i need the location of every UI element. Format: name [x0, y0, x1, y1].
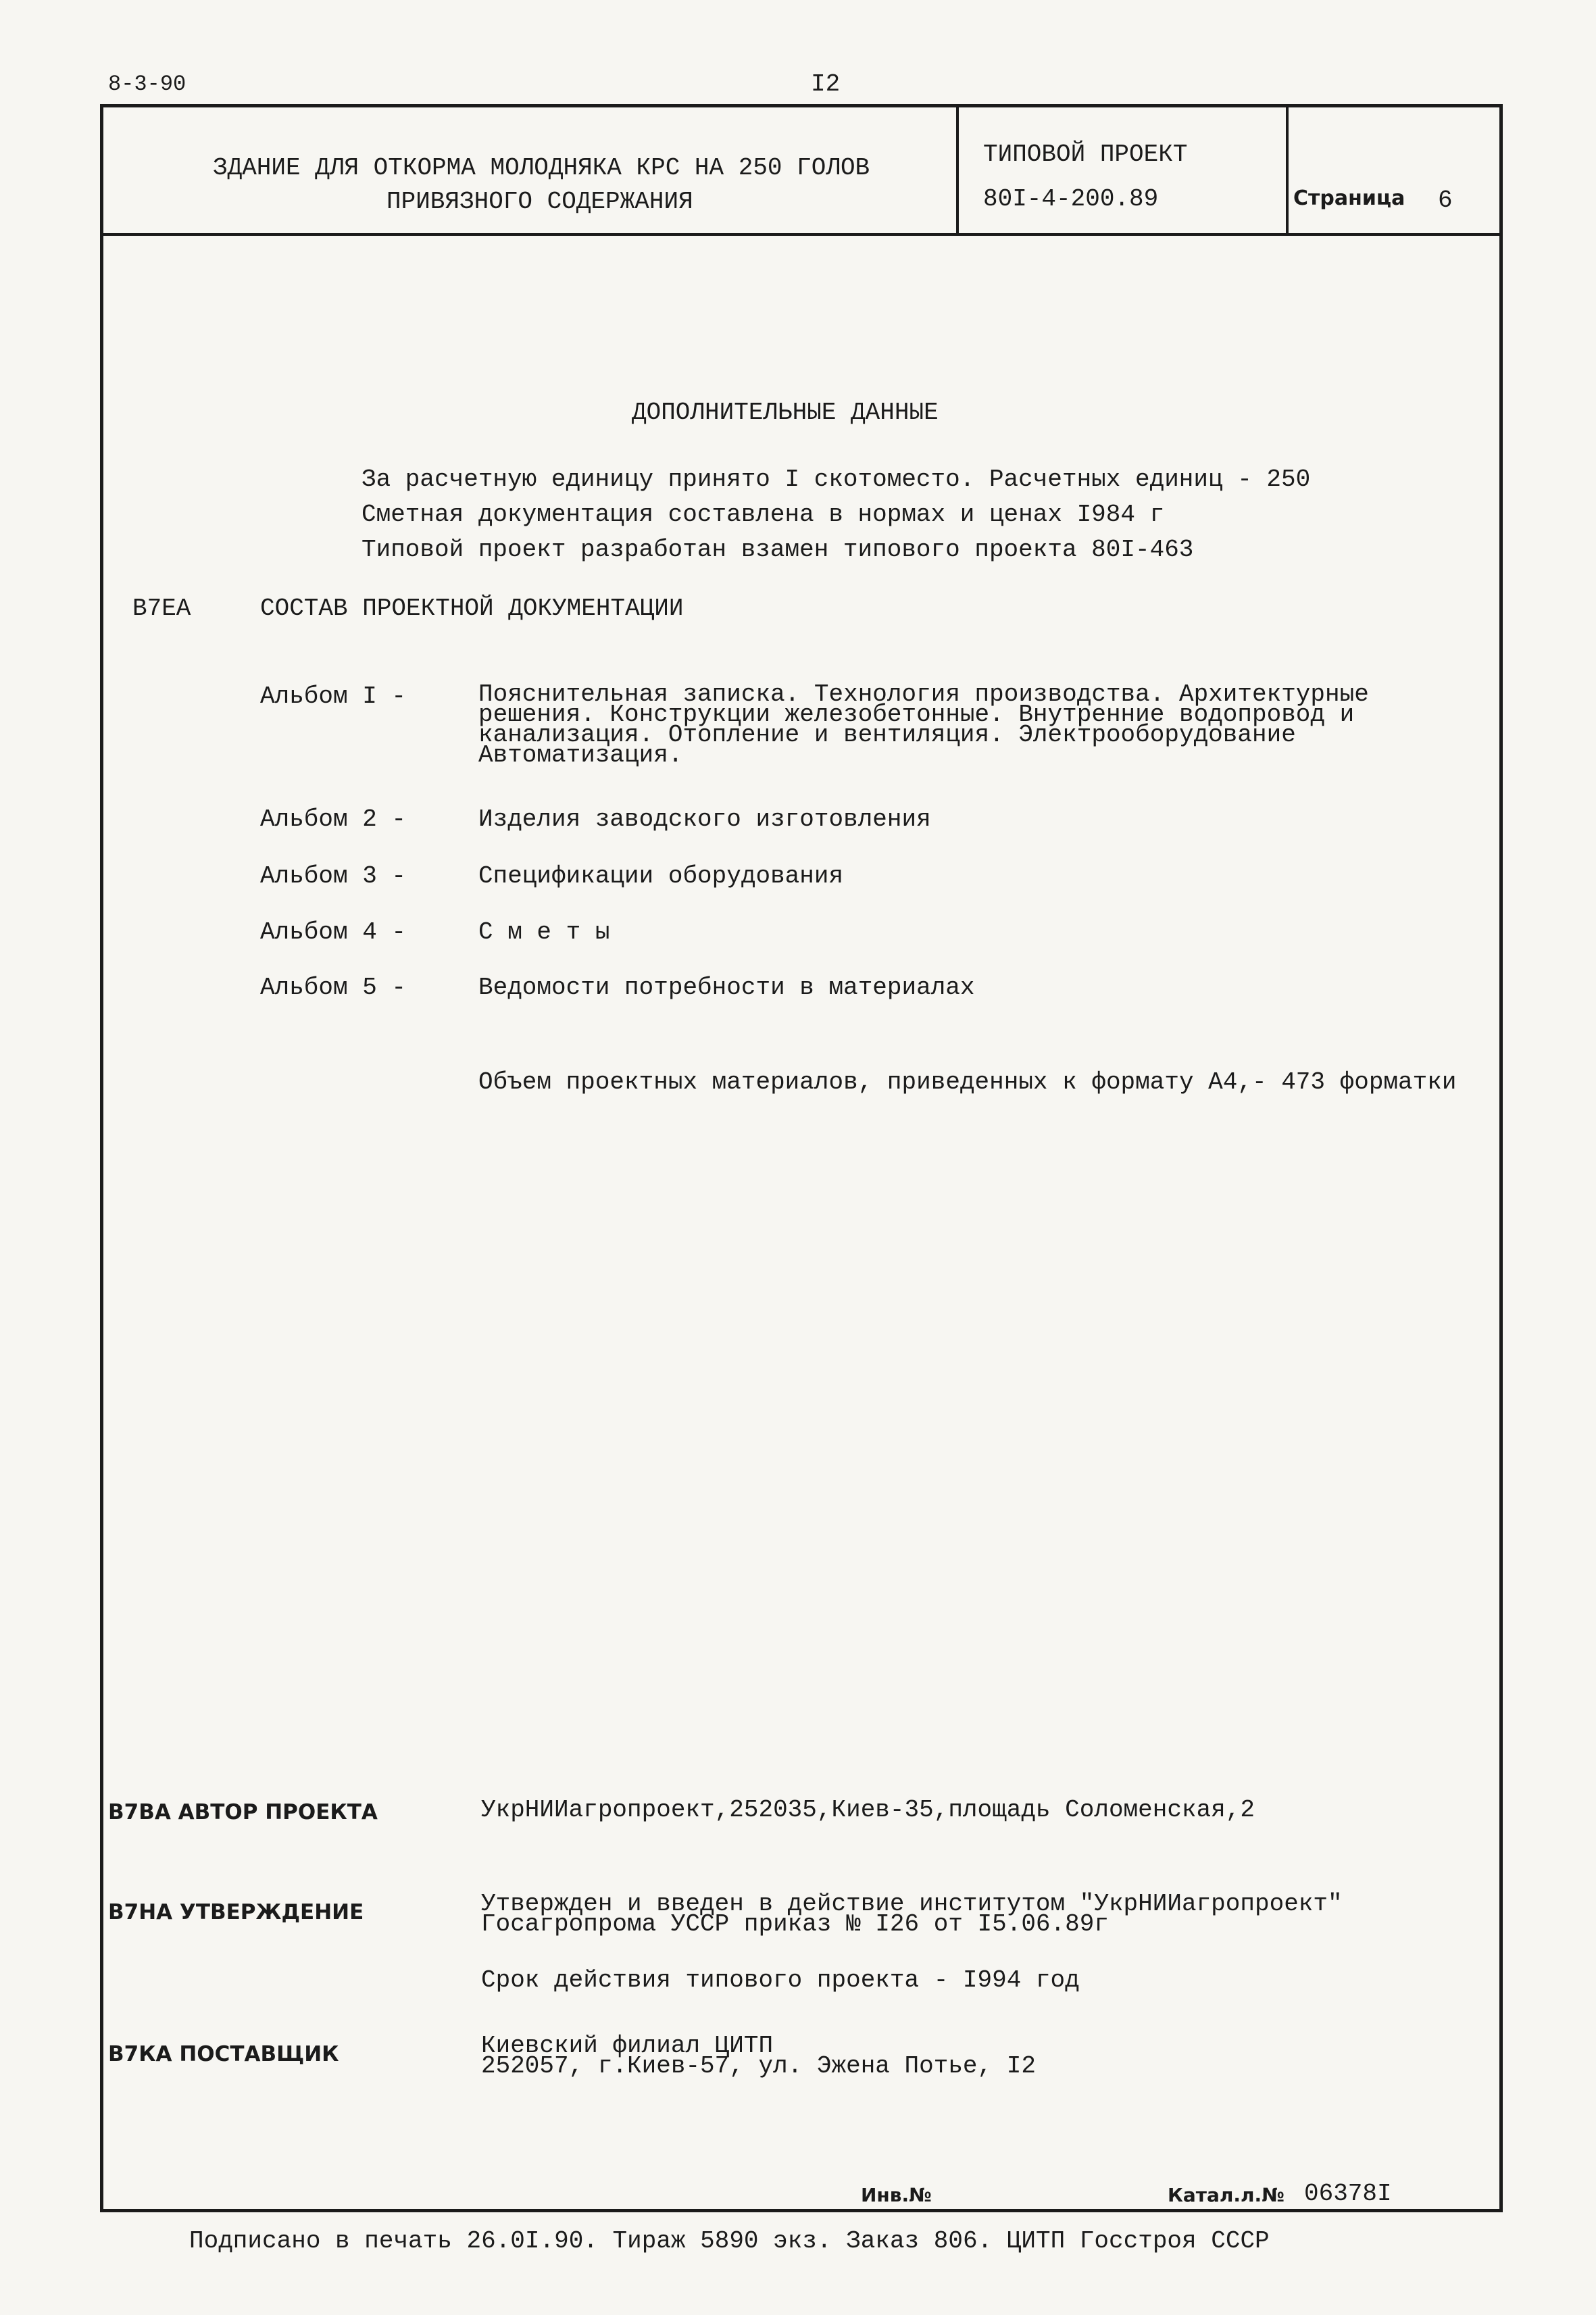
album-4-label: Альбом 4 - — [260, 918, 407, 946]
supplier-text — [481, 2032, 1036, 2080]
header-vline-2 — [1286, 104, 1289, 234]
volume-line: Объем проектных материалов, приведенных к формату А4,- 473 форматки — [478, 1068, 1457, 1096]
album-5-description: Ведомости потребности в материалах — [478, 974, 975, 1001]
approval-label: В7НА УТВЕРЖДЕНИЕ — [108, 1900, 364, 1924]
approval-line: Госагропрома УССР приказ № I26 от I5.06.89г — [481, 1910, 1109, 1938]
catalog-label: Катал.л.№ — [1168, 2184, 1285, 2206]
album-1-line: решения. Конструкции железобетонные. Внутренние водопровод и — [478, 701, 1355, 728]
imprint-line: Подписано в печать 26.0I.90. Тираж 5890 экз. Заказ 806. ЦИТП Госстроя СССР — [189, 2227, 1270, 2255]
sheet-number: I2 — [811, 70, 841, 98]
album-1-line: Автоматизация. — [478, 741, 683, 769]
author-label: В7ВА АВТОР ПРОЕКТА — [108, 1800, 378, 1824]
album-1-description — [478, 680, 1369, 769]
album-5-label: Альбом 5 - — [260, 974, 407, 1001]
header-title-line1: ЗДАНИЕ ДЛЯ ОТКОРМА МОЛОДНЯКА КРС НА 250 ГОЛОВ — [213, 154, 870, 182]
inventory-label: Инв.№ — [861, 2184, 932, 2206]
album-1-line: канализация. Отопление и вентиляция. Электрооборудование — [478, 721, 1296, 749]
album-2-description: Изделия заводского изготовления — [478, 805, 931, 833]
catalog-number: 06378I — [1304, 2180, 1392, 2208]
approval-line: Утвержден и введен в действие институтом "УкрНИИагропроект" — [481, 1890, 1343, 1918]
album-1-line: Пояснительная записка. Технология производства. Архитектурные — [478, 680, 1369, 708]
info-line-3: Типовой проект разработан взамен типового проекта 80I-463 — [361, 536, 1194, 564]
album-3-description: Спецификации оборудования — [478, 862, 844, 890]
section-heading: ДОПОЛНИТЕЛЬНЫЕ ДАННЫЕ — [632, 399, 939, 426]
page-number: 6 — [1438, 186, 1453, 214]
composition-title: СОСТАВ ПРОЕКТНОЙ ДОКУМЕНТАЦИИ — [260, 595, 684, 622]
supplier-line: 252057, г.Киев-57, ул. Эжена Потье, I2 — [481, 2052, 1036, 2080]
document-code: 8-3-90 — [108, 72, 186, 97]
project-label: ТИПОВОЙ ПРОЕКТ — [983, 141, 1188, 168]
page-label: Страница — [1293, 186, 1405, 210]
album-2-label: Альбом 2 - — [260, 805, 407, 833]
info-line-1: За расчетную единицу принято I скотоместо. Расчетных единиц - 250 — [361, 466, 1311, 493]
album-4-description: С м е т ы — [478, 918, 610, 946]
validity-line: Срок действия типового проекта - I994 год — [481, 1966, 1080, 1994]
supplier-line: Киевский филиал ЦИТП — [481, 2032, 774, 2060]
project-number: 80I-4-200.89 — [983, 185, 1159, 213]
header-divider — [100, 233, 1503, 236]
info-line-2: Сметная документация составлена в нормах и ценах I984 г — [361, 501, 1165, 528]
author-text: УкрНИИагропроект,252035,Киев-35,площадь Соломенская,2 — [481, 1796, 1255, 1824]
header-title-line2: ПРИВЯЗНОГО СОДЕРЖАНИЯ — [386, 188, 693, 216]
approval-text — [481, 1890, 1343, 1938]
album-1-label: Альбом I - — [260, 682, 407, 710]
album-3-label: Альбом 3 - — [260, 862, 407, 890]
header-vline-1 — [956, 104, 959, 234]
composition-code: В7ЕА — [132, 595, 191, 622]
supplier-label: В7КА ПОСТАВЩИК — [108, 2042, 339, 2066]
